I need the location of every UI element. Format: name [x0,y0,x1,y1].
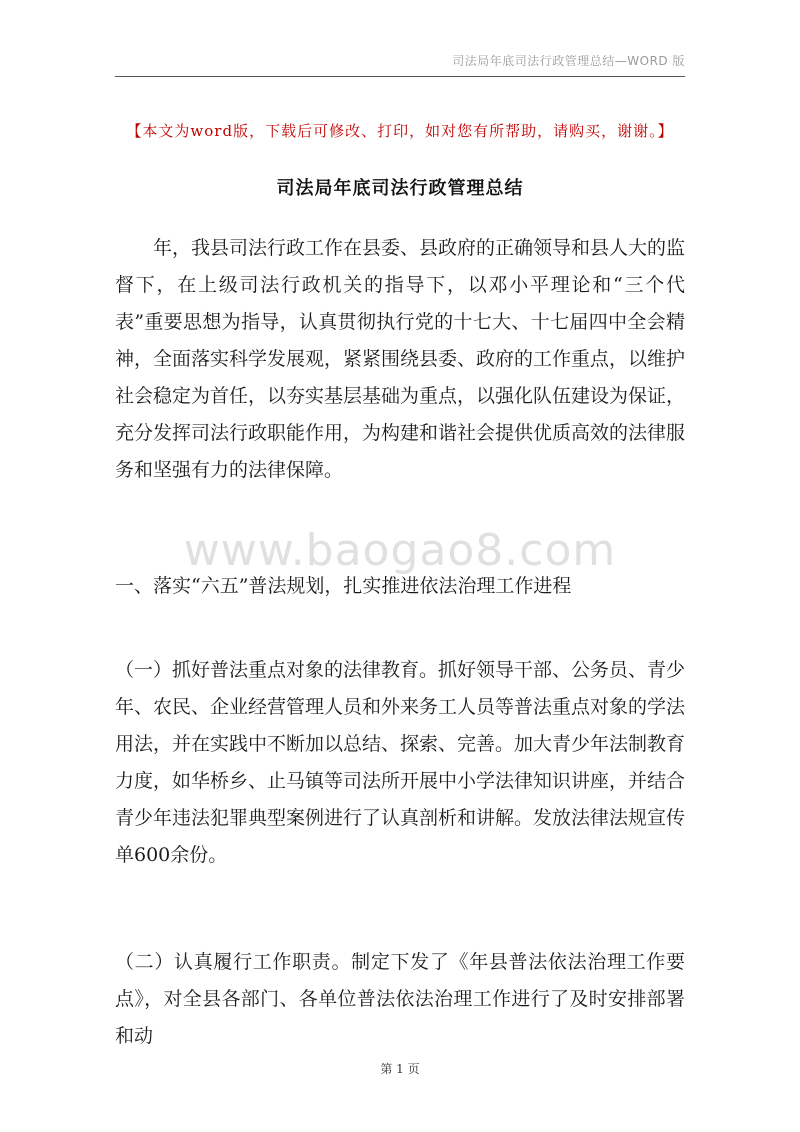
intro-paragraph: 年，我县司法行政工作在县委、县政府的正确领导和县人大的监督下，在上级司法行政机关的指导下，以邓小平理论和“三个代表”重要思想为指导，认真贯彻执行党的十七大、十七届四中全会精神，全面落实科学发展观，紧紧围绕县委、政府的工作重点，以维护社会稳定为首任，以夯实基层基础为重点，以强化队伍建设为保证，充分发挥司法行政职能作用，为构建和谐社会提供优质高效的法律服务和坚强有力的法律保障。 [115,237,686,481]
site-watermark: www.baogao8.com [183,525,617,576]
running-header: 司法局年底司法行政管理总结—WORD 版 [452,54,685,68]
page-number: 第 1 页 [380,1062,420,1076]
paragraph-item-2: （二）认真履行工作职责。制定下发了《年县普法依法治理工作要点》，对全县各部门、各单位普法依法治理工作进行了及时安排部署和动 [115,951,685,1047]
document-title: 司法局年底司法行政管理总结 [276,178,524,199]
paragraph-item-1: （一）抓好普法重点对象的法律教育。抓好领导干部、公务员、青少年、农民、企业经营管理人员和外来务工人员等普法重点对象的学法用法，并在实践中不断加以总结、探索、完善。加大青少年法制教育力度，如华桥乡、止马镇等司法所开展中小学法律知识讲座，并结合青少年违法犯罪典型案例进行了认真剖析和讲解。发放法律法规宣传单600余份。 [115,659,686,866]
section-heading: 一、落实“六五”普法规划，扎实推进依法治理工作进程 [115,575,572,597]
purchase-notice: 【本文为word版，下载后可修改、打印，如对您有所帮助，请购买，谢谢。】 [126,122,674,140]
header-divider [115,76,685,77]
